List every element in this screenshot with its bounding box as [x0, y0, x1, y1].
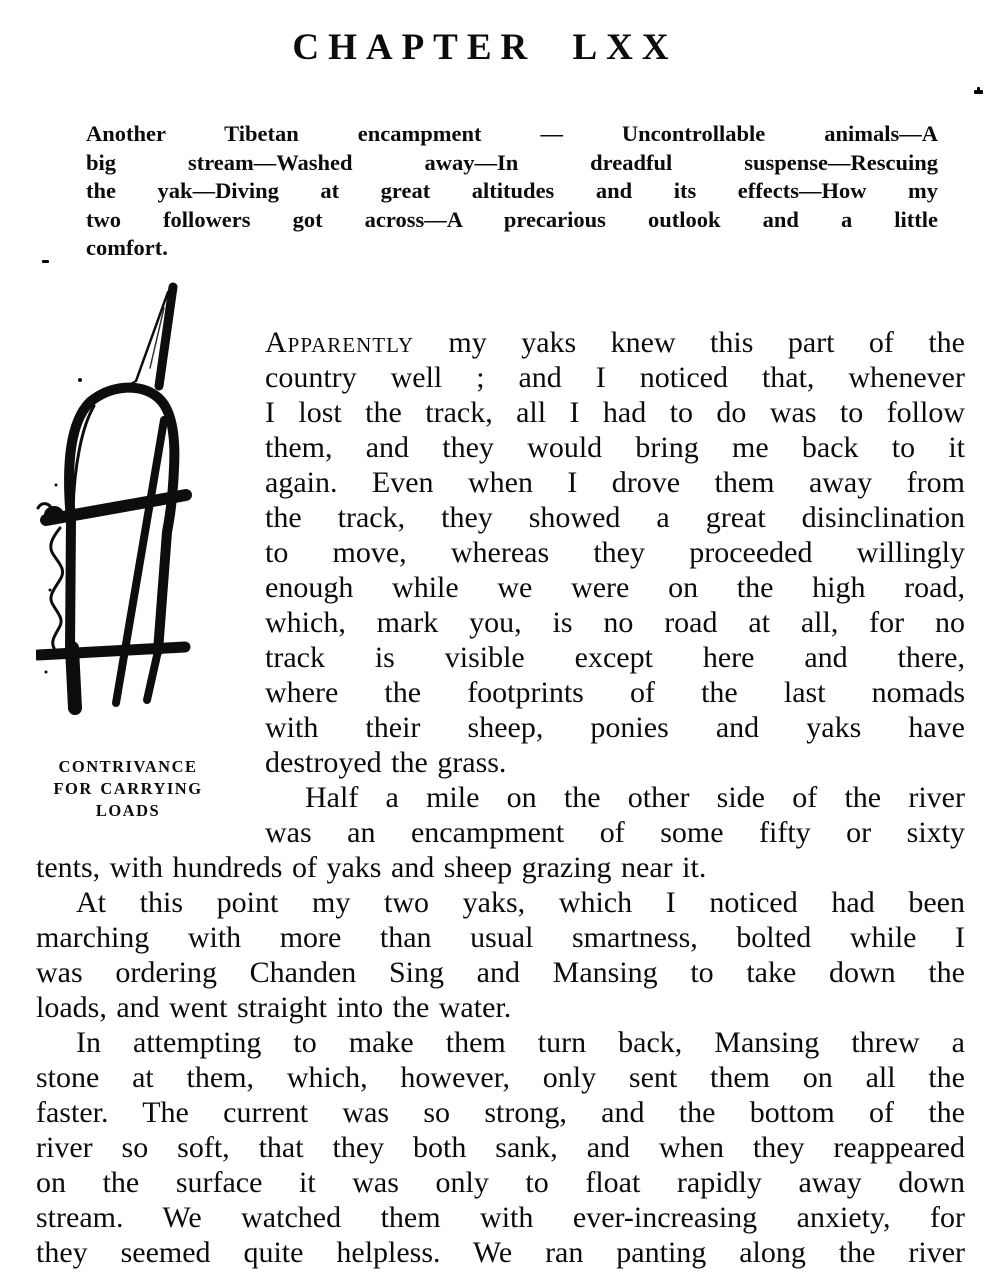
text-line: enough while we were on the high road, — [265, 570, 965, 604]
text-line: At this point my two yaks, which I noticed had been — [76, 885, 965, 919]
ink-speck — [977, 87, 980, 91]
ink-speck — [42, 260, 49, 263]
body-paragraph-4 — [36, 1025, 965, 1270]
summary-line: Another Tibetan encampment — Uncontrollable animals—A — [86, 121, 938, 146]
page-title: CHAPTER LXX — [292, 27, 678, 68]
text-line: marching with more than usual smartness, bolted while I — [36, 920, 965, 954]
text-line: was ordering Chanden Sing and Mansing to take down the — [36, 955, 965, 989]
text-line: was an encampment of some fifty or sixty — [265, 815, 965, 849]
paragraph-lead-word: Apparently — [265, 325, 414, 359]
text-line: again. Even when I drove them away from — [265, 465, 965, 499]
body-text — [36, 325, 965, 1270]
text-line: faster. The current was so strong, and the bottom of the — [36, 1095, 965, 1129]
contrivance-sketch — [36, 280, 241, 752]
text-line: on the surface it was only to float rapidly away down — [36, 1165, 965, 1199]
text-line: loads, and went straight into the water. — [36, 990, 512, 1024]
text-line: destroyed the grass. — [265, 745, 507, 779]
contrivance-figure — [36, 280, 265, 832]
text-line: them, and they would bring me back to it — [265, 430, 965, 464]
text-line: I lost the track, all I had to do was to follow — [265, 395, 965, 429]
text-line: tents, with hundreds of yaks and sheep grazing near it. — [36, 850, 707, 884]
text-line: country well ; and I noticed that, whenever — [265, 360, 965, 394]
text-line: In attempting to make them turn back, Mansing threw a — [76, 1025, 965, 1059]
text-line: to move, whereas they proceeded willingly — [265, 535, 965, 569]
summary-line: two followers got across—A precarious outlook and a little — [86, 206, 938, 232]
text-line: river so soft, that they both sank, and when they reappeared — [36, 1130, 965, 1164]
text-line: track is visible except here and there, — [265, 640, 965, 674]
caption-line: CONTRIVANCE — [58, 756, 198, 776]
caption-line: LOADS — [95, 800, 161, 820]
summary-line: the yak—Diving at great altitudes and its effects—How my — [86, 178, 938, 204]
paragraph-lead-rest: my yaks knew this part of the — [413, 325, 965, 359]
text-line: Half a mile on the other side of the river — [305, 780, 965, 814]
caption-line: FOR CARRYING — [53, 778, 203, 798]
text-line: with their sheep, ponies and yaks have — [265, 710, 965, 744]
summary-line: big stream—Washed away—In dreadful suspense—Rescuing — [86, 149, 938, 175]
text-line: stone at them, which, however, only sent them on all the — [36, 1060, 965, 1094]
text-line: stream. We watched them with ever-increasing anxiety, for — [36, 1200, 965, 1234]
text-line: which, mark you, is no road at all, for no — [265, 605, 965, 639]
text-line: they seemed quite helpless. We ran panting along the river — [36, 1235, 965, 1269]
figure-caption — [36, 756, 220, 822]
text-line: the track, they showed a great disinclination — [265, 500, 965, 534]
chapter-summary — [86, 120, 938, 263]
text-line: where the footprints of the last nomads — [265, 675, 965, 709]
summary-line: comfort. — [86, 235, 168, 261]
body-paragraph-3 — [36, 885, 965, 1025]
